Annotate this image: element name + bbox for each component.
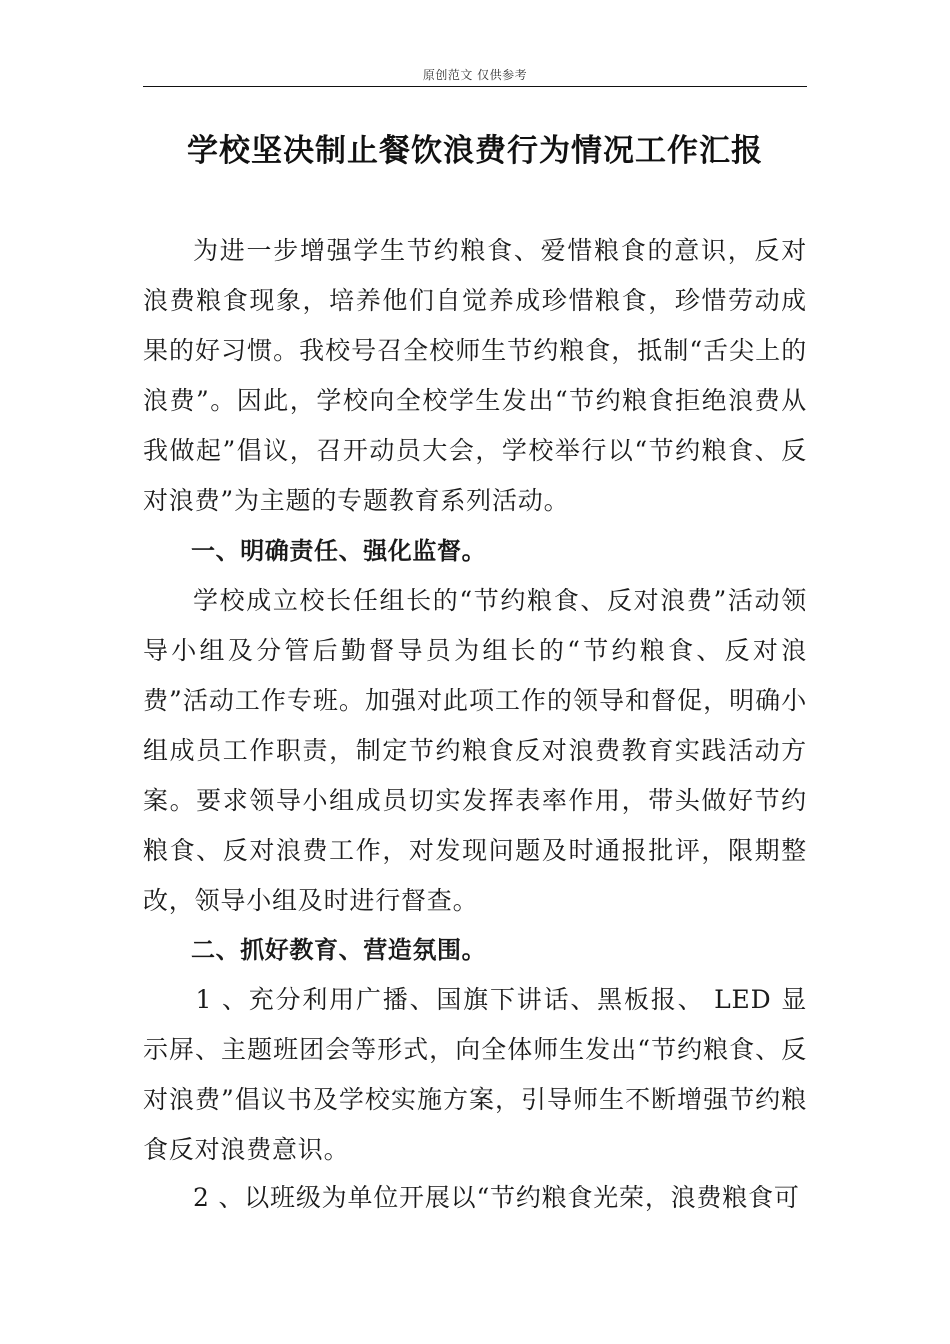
section2-heading: 二、抓好教育、营造氛围。 [191, 936, 487, 964]
intro-paragraph: 为进一步增强学生节约粮食、爱惜粮食的意识，反对浪费粮食现象，培养他们自觉养成珍惜粮食，珍惜劳动成果的好习惯。我校号召全校师生节约粮食，抵制“舌尖上的浪费”。因此，学校向全校学生发出“节约粮食拒绝浪费从我做起”倡议，召开动员大会，学校举行以“节约粮食、反对浪费”为主题的专题教育系列活动。 [143, 236, 807, 515]
section1-paragraph: 学校成立校长任组长的“节约粮食、反对浪费”活动领导小组及分管后勤督导员为组长的“节约粮食、反对浪费”活动工作专班。加强对此项工作的领导和督促，明确小组成员工作职责，制定节约粮食反对浪费教育实践活动方案。要求领导小组成员切实发挥表率作用，带头做好节约粮食、反对浪费工作，对发现问题及时通报批评，限期整改，领导小组及时进行督查。 [143, 586, 807, 915]
section2-item2-block [143, 1173, 807, 1223]
section2-item1-paragraph: 1 、充分利用广播、国旗下讲话、黑板报、 LED 显示屏、主题班团会等形式，向全体师生发出“节约粮食、反对浪费”倡议书及学校实施方案，引导师生不断增强节约粮食反对浪费意识。 [143, 985, 807, 1164]
header-divider [143, 86, 807, 87]
page-header: 原创范文 仅供参考 [422, 68, 528, 82]
section1-body-block [143, 576, 807, 926]
section1-heading-block [143, 526, 807, 576]
section1-heading: 一、明确责任、强化监督。 [191, 537, 487, 565]
section2-heading-block [143, 925, 807, 975]
section2-item2-paragraph: 2 、以班级为单位开展以“节约粮食光荣，浪费粮食可 [193, 1183, 800, 1212]
intro-paragraph-block [143, 226, 807, 526]
section2-item1-block [143, 975, 807, 1175]
document-title: 学校坚决制止餐饮浪费行为情况工作汇报 [187, 133, 763, 169]
